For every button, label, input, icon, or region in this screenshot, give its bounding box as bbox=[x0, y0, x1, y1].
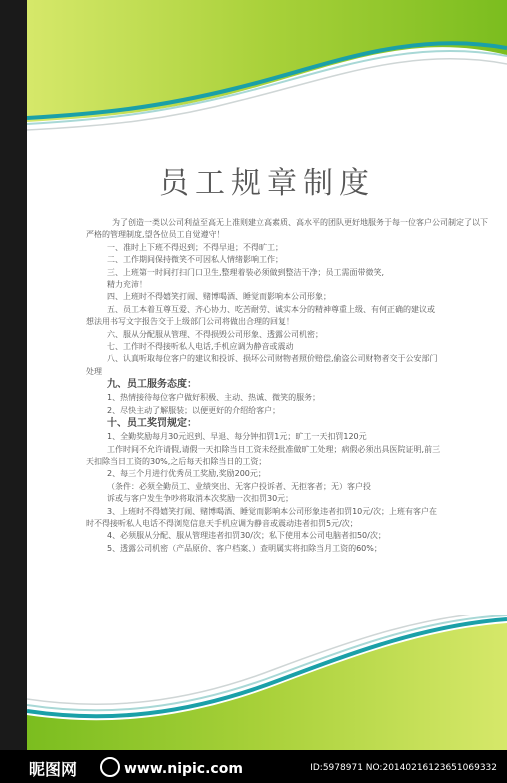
top-wave-decoration bbox=[27, 0, 507, 140]
page-title: 员工规章制度 bbox=[159, 166, 375, 201]
rule-line: 四、上班时不得嬉笑打闹、赌博喝酒、睡觉而影响本公司形象； bbox=[107, 292, 331, 302]
rule-line: 二、工作期间保持微笑不可因私人情绪影响工作； bbox=[107, 255, 283, 265]
image-id-text: ID:5978971 NO:20140216123651069332 bbox=[310, 763, 497, 773]
rule-line: 八、认真听取每位客户的建议和投诉、损坏公司财物者照价赔偿,偷盗公司财物者交于公安部门 bbox=[107, 354, 438, 364]
site-url bbox=[100, 759, 243, 779]
section-item: 诉或与客户发生争吵将取消本次奖励一次扣罚30元； bbox=[107, 494, 294, 504]
bottom-wave-decoration bbox=[27, 615, 507, 750]
rule-line: 七、工作时不得接听私人电话,手机应调为静音或震动 bbox=[107, 342, 294, 352]
section-item: （条件：必须全勤员工、业绩突出、无客户投诉者、无拒客者；无）客户投 bbox=[107, 481, 371, 491]
rule-line: 三、上班第一时间打扫门口卫生,整理着装必须做到整洁干净；员工需面带微笑, bbox=[107, 267, 385, 277]
section-item: 2、尽快主动了解服装；以便更好的介绍给客户； bbox=[107, 405, 281, 415]
rules-content bbox=[86, 217, 494, 555]
rule-line: 处理 bbox=[86, 366, 102, 376]
globe-icon bbox=[100, 757, 120, 777]
site-text: www.nipic.com bbox=[124, 761, 243, 777]
section-item: 1、热情接待每位客户做好积极、主动、热诚、微笑的服务； bbox=[107, 393, 321, 403]
section-item: 天扣除当日工资的30%,之后每天扣除当日的工资； bbox=[86, 456, 267, 466]
watermark-bar bbox=[0, 750, 507, 783]
section-heading: 十、员工奖罚规定： bbox=[107, 418, 197, 430]
section-item: 3、上班时不得嬉笑打闹、赌博喝酒、睡觉而影响本公司形象违者扣罚10元/次；上班有客户在 bbox=[107, 506, 437, 516]
section-item: 时不得接听私人电话不得浏览信息天手机应调为静音或震动违者扣罚5元/次； bbox=[86, 518, 358, 528]
rule-line: 六、服从分配服从管理、不得损毁公司形象、透露公司机密； bbox=[107, 329, 323, 339]
section-item: 工作时间不允许请假,请假一天扣除当日工资未经批准做旷工处理；病假必须出具医院证明,前三 bbox=[107, 444, 441, 454]
section-heading: 九、员工服务态度： bbox=[107, 379, 197, 391]
rule-line: 五、员工本着互尊互爱、齐心协力、吃苦耐劳、诚实本分的精神尊重上级、有何正确的建议或 bbox=[107, 304, 435, 314]
rule-line: 想法用书写文字报告交于上级部门公司将做出合理的回复！ bbox=[86, 317, 294, 327]
section-item: 2、每三个月进行优秀员工奖励,奖励200元； bbox=[107, 469, 266, 479]
section-item: 5、透露公司机密（产品原价、客户档案、）查明属实将扣除当月工资的60%； bbox=[107, 543, 382, 553]
rule-line: 一、准时上下班不得迟到；不得早退；不得旷工； bbox=[107, 242, 283, 252]
rule-line: 精力充沛！ bbox=[107, 280, 147, 290]
poster bbox=[27, 0, 507, 750]
section-item: 1、全勤奖励每月30元迟到、早退、每分钟扣罚1元；旷工一天扣罚120元 bbox=[107, 432, 367, 442]
nipic-logo: 昵图网 bbox=[29, 760, 78, 779]
section-item: 4、必须服从分配、服从管理违者扣罚30/次；私下使用本公司电脑者扣50/次； bbox=[107, 531, 386, 541]
intro-text: 为了创造一类以公司利益至高无上准则建立高素质、高水平的团队更好地服务于每一位客户公司制定了以下严格的管理制度,望各位员工自觉遵守！ bbox=[86, 218, 488, 240]
